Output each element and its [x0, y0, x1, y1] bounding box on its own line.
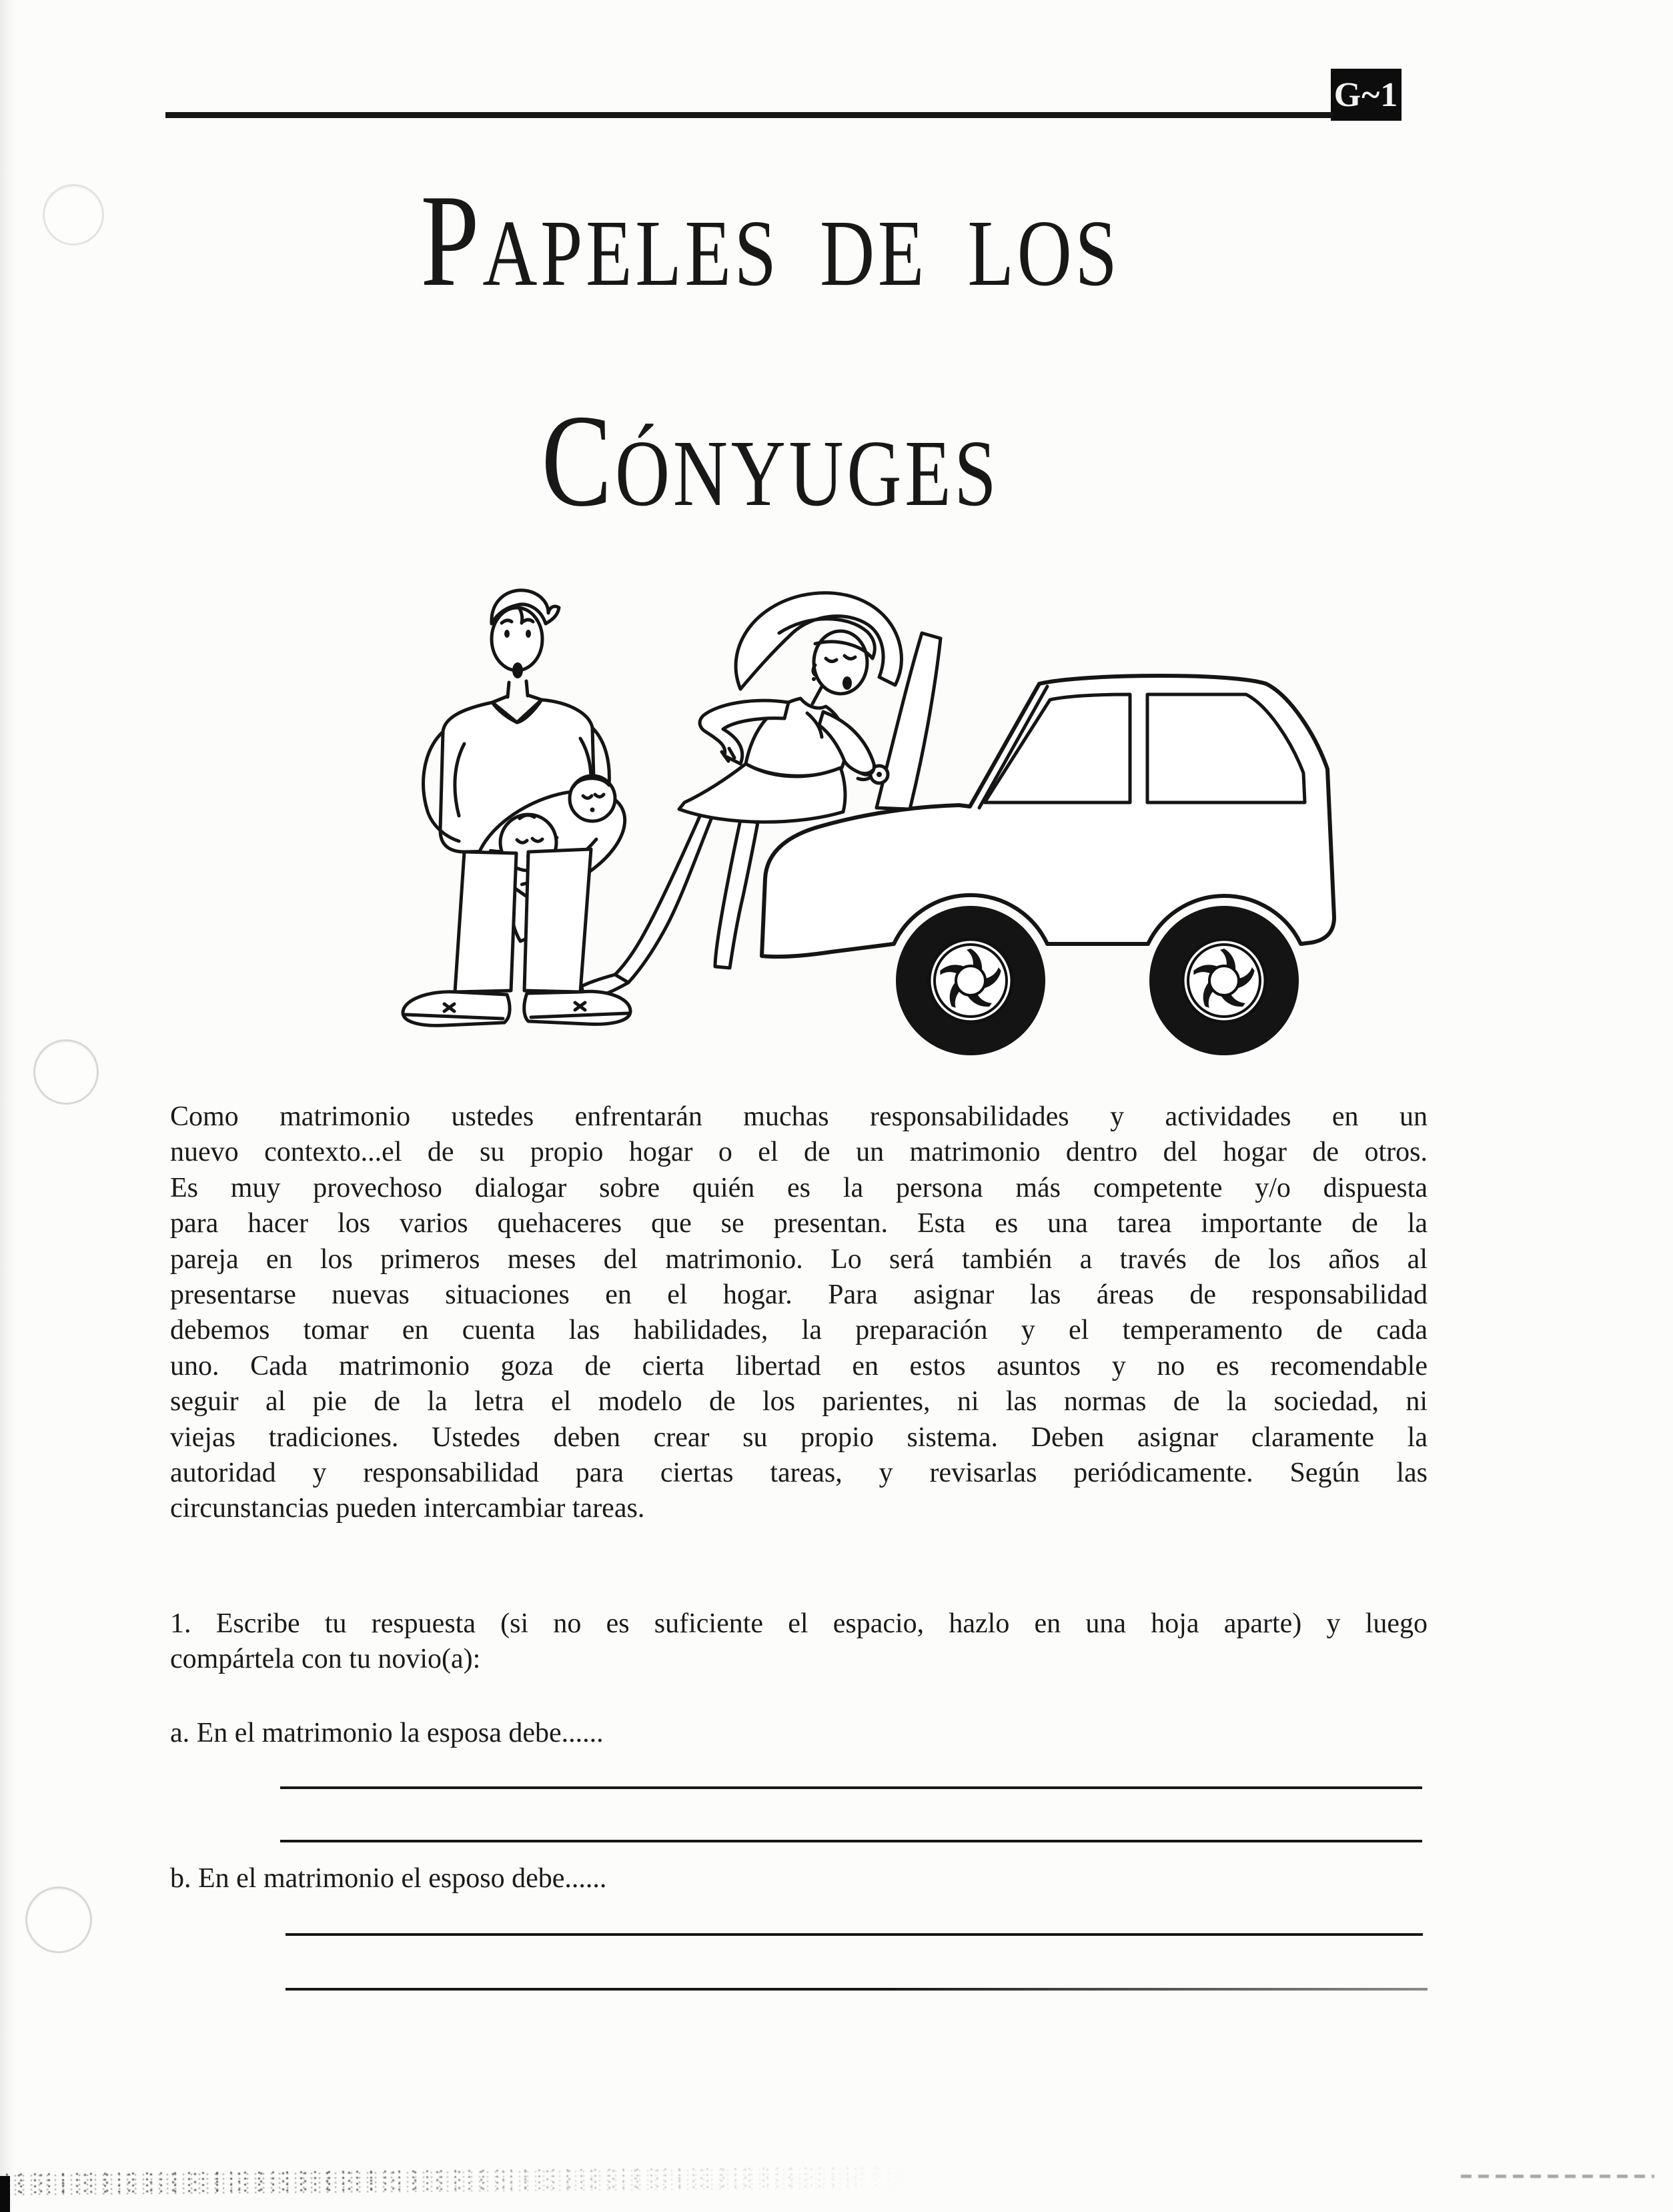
paragraph-line: pareja en los primeros meses del matrimonio. Lo será también a través de los años al: [170, 1243, 1428, 1275]
item-b-prompt: [170, 1861, 1428, 1896]
title-initial: P: [420, 167, 483, 314]
scan-corner-mark: [0, 2176, 10, 2212]
title-initial: C: [541, 388, 616, 534]
paragraph-line: Como matrimonio ustedes enfrentarán muchas responsabilidades y actividades en un: [170, 1101, 1428, 1132]
paragraph-line: para hacer los varios quehaceres que se presentan. Esta es una tarea importante de la: [170, 1208, 1428, 1239]
badge-label: G~1: [1333, 75, 1399, 114]
page-code-badge: [1331, 69, 1402, 121]
paragraph-line: debemos tomar en cuenta las habilidades, la preparación y el temperamento de cada: [170, 1315, 1428, 1346]
item-label: a.: [170, 1718, 190, 1748]
page-title-line-1: PAPELES DE LOS: [420, 167, 1121, 314]
answer-line: [286, 1988, 1428, 1991]
paragraph-line: uno. Cada matrimonio goza de cierta libertad en estos asuntos y no es recomendable: [170, 1350, 1428, 1381]
page-title-line-2: CÓNYUGES: [541, 388, 1000, 534]
question-line: compártela con tu novio(a):: [170, 1644, 481, 1675]
paragraph-line: nuevo contexto...el de su propio hogar o el de un matrimonio dentro del hogar de otros.: [170, 1137, 1428, 1168]
car-rear-wheel: [1149, 906, 1299, 1055]
answer-line: [286, 1933, 1423, 1936]
intro-paragraph: [170, 1099, 1428, 1527]
question-1: [170, 1606, 1428, 1678]
car-drawing: [762, 633, 1334, 1055]
item-a-prompt: [170, 1716, 1428, 1751]
answer-line: [280, 1786, 1422, 1789]
scan-noise: [1461, 2175, 1654, 2178]
hole-punch: [25, 1886, 92, 1953]
hole-punch: [43, 184, 104, 245]
item-text: En el matrimonio el esposo debe......: [198, 1863, 607, 1894]
paragraph-line: Es muy provechoso dialogar sobre quién es la persona más competente y/o dispuesta: [170, 1172, 1428, 1203]
answer-line: [280, 1840, 1422, 1842]
man-shoe: [403, 992, 510, 1026]
header-rule: [165, 112, 1333, 118]
man-holding-baby-figure: [403, 590, 642, 1026]
paragraph-line: presentarse nuevas situaciones en el hogar. Para asignar las áreas de responsabilidad: [170, 1279, 1428, 1311]
question-line: 1. Escribe tu respuesta (si no es suficiente el espacio, hazlo en una hoja aparte) y luego: [170, 1608, 1428, 1639]
paragraph-line: viejas tradiciones. Ustedes deben crear su propio sistema. Deben asignar claramente la: [170, 1422, 1428, 1453]
item-text: En el matrimonio la esposa debe......: [196, 1718, 604, 1748]
scan-noise: [0, 2166, 914, 2196]
item-label: b.: [170, 1863, 191, 1894]
man-holding-baby-woman-fixing-car-illustration: [380, 544, 1354, 1061]
car-front-wheel: [896, 906, 1045, 1055]
paragraph-line: autoridad y responsabilidad para ciertas tareas, y revisarlas periódicamente. Según las: [170, 1458, 1428, 1489]
hole-punch: [33, 1039, 99, 1105]
paragraph-line: seguir al pie de la letra el modelo de los parientes, ni las normas de la sociedad, ni: [170, 1386, 1428, 1418]
paragraph-line: circunstancias pueden intercambiar tareas.: [170, 1493, 645, 1524]
scanner-edge-shadow: [0, 0, 16, 2212]
